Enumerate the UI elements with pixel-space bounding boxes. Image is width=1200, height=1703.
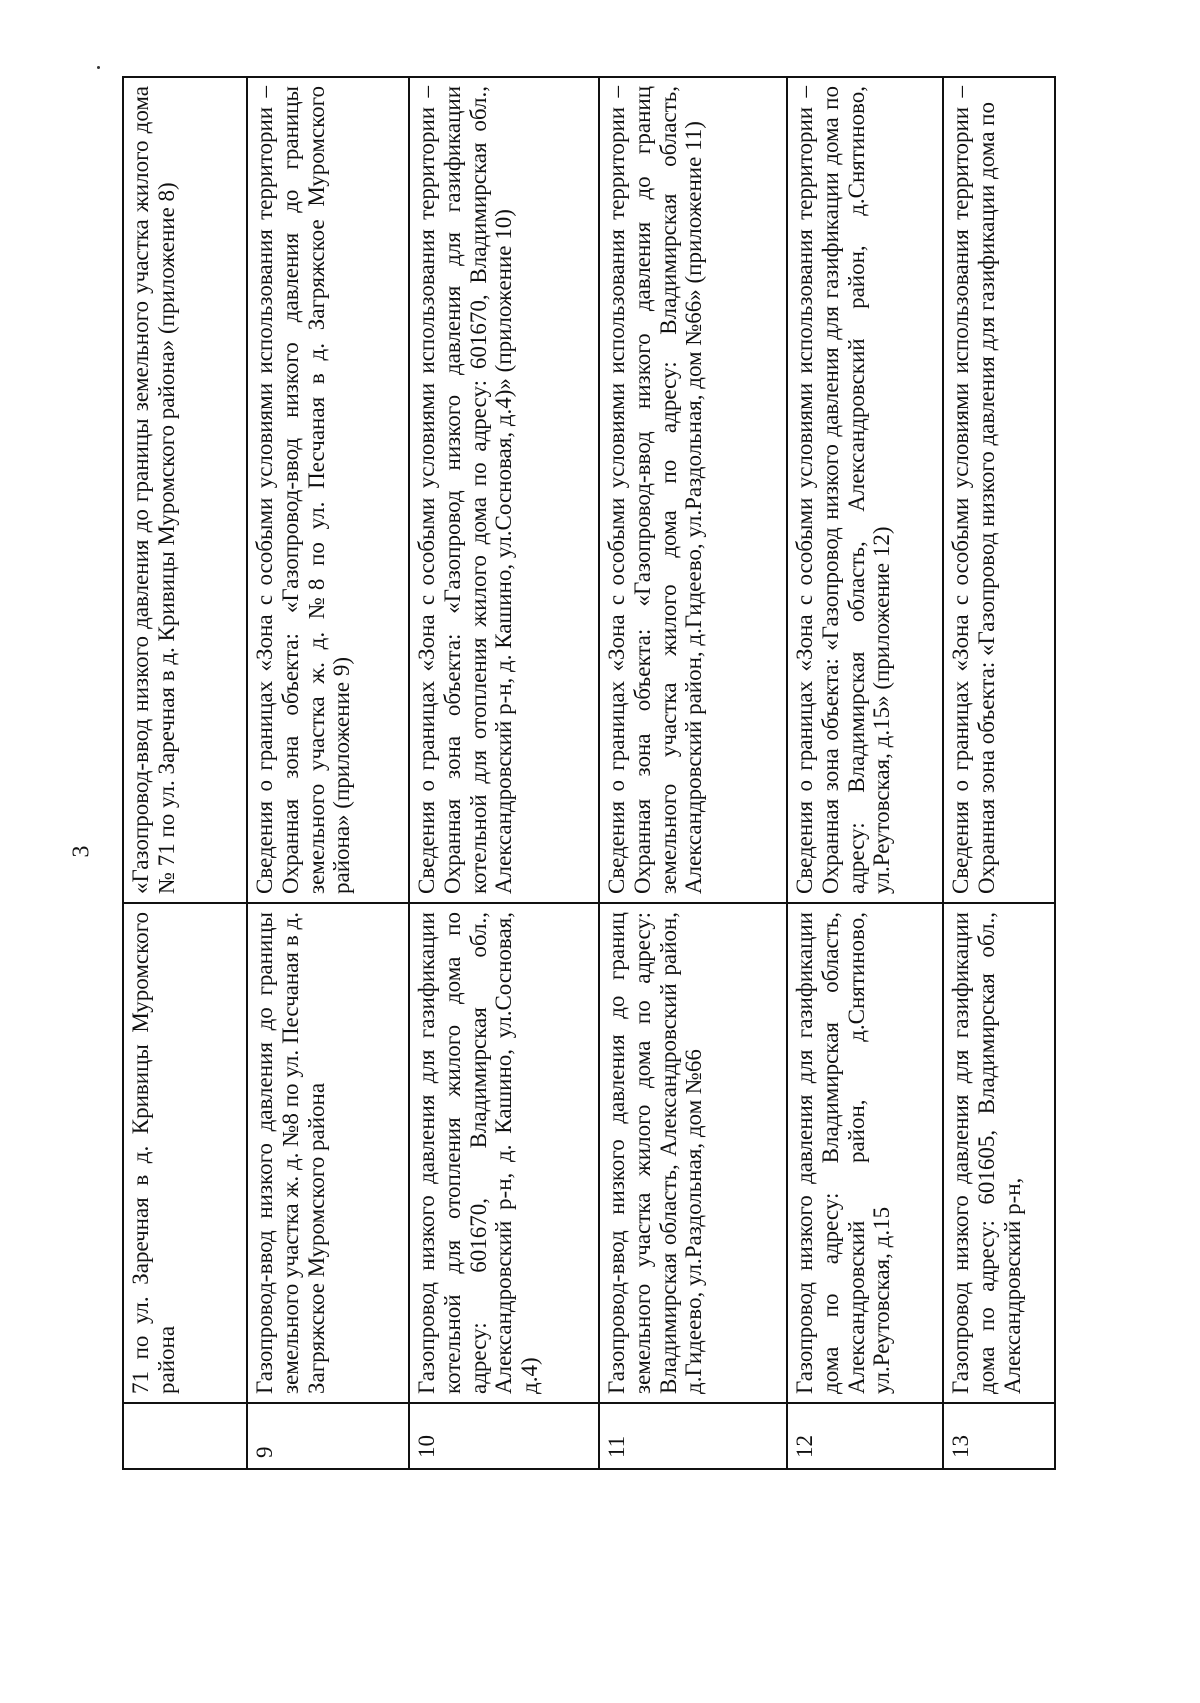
object-cell: Газопровод-ввод низкого давления до границ земельного участка жилого дома по адресу: Владимирская область, Александровский район, д.Гидеево, ул.Раздольная, дом №66 [599,903,787,1403]
description-cell: Сведения о границах «Зона с особыми условиями использования территории – Охранная зона объекта: «Газопровод низкого давления для газификации дома по адресу: Владимирская область, Александровский район, д.Снятиново, ул.Реутовская, д.15» (приложение 12) [787,77,943,903]
scan-dust-mark [97,66,100,69]
description-cell: Сведения о границах «Зона с особыми условиями использования территории – Охранная зона объекта: «Газопровод низкого давления для газификации котельной для отопления жилого дома по адресу: 601670, Владимирская обл., Александровский р-н, д. Кашино, ул.Сосновая, д.4)» (приложение 10) [409,77,599,903]
object-cell: Газопровод низкого давления для газификации котельной для отопления жилого дома по адресу: 601670, Владимирская обл., Александровский р-н, д. Кашино, ул.Сосновая, д.4) [409,903,599,1403]
table-row [247,77,409,1469]
object-cell: Газопровод низкого давления для газификации дома по адресу: 601605, Владимирская обл., Александровский р-н, [943,903,1055,1403]
row-number-cell: 13 [943,1403,1055,1469]
description-cell: Сведения о границах «Зона с особыми условиями использования территории – Охранная зона объекта: «Газопровод-ввод низкого давления до границ земельного участка жилого дома по адресу: Владимирская область, Александровский район, д.Гидеево, ул.Раздольная, дом №66» (приложение 11) [599,77,787,903]
table-row [409,77,599,1469]
row-number-cell [123,1403,247,1469]
row-number-cell: 10 [409,1403,599,1469]
page-number: 3 [68,845,95,858]
row-number-cell: 12 [787,1403,943,1469]
table-row [943,77,1055,1469]
table-row [599,77,787,1469]
object-cell: 71 по ул. Заречная в д. Кривицы Муромского района [123,903,247,1403]
table-row [123,77,247,1469]
zones-table [122,76,1056,1470]
object-cell: Газопровод-ввод низкого давления до границы земельного участка ж. д. №8 по ул. Песчаная в д. Загряжское Муромского района [247,903,409,1403]
rotated-table-wrapper [122,78,1054,1470]
object-cell: Газопровод низкого давления для газификации дома по адресу: Владимирская область, Александровский район, д.Снятиново, ул.Реутовская, д.15 [787,903,943,1403]
description-cell: Сведения о границах «Зона с особыми условиями использования территории – Охранная зона объекта: «Газопровод низкого давления для газификации дома по [943,77,1055,903]
row-number-cell: 9 [247,1403,409,1469]
row-number-cell: 11 [599,1403,787,1469]
table-row [787,77,943,1469]
description-cell: Сведения о границах «Зона с особыми условиями использования территории – Охранная зона объекта: «Газопровод-ввод низкого давления до границы земельного участка ж. д. №8 по ул. Песчаная в д. Загряжское Муромского района» (приложение 9) [247,77,409,903]
description-cell: «Газопровод-ввод низкого давления до границы земельного участка жилого дома № 71 по ул. Заречная в д. Кривицы Муромского района» (приложение 8) [123,77,247,903]
